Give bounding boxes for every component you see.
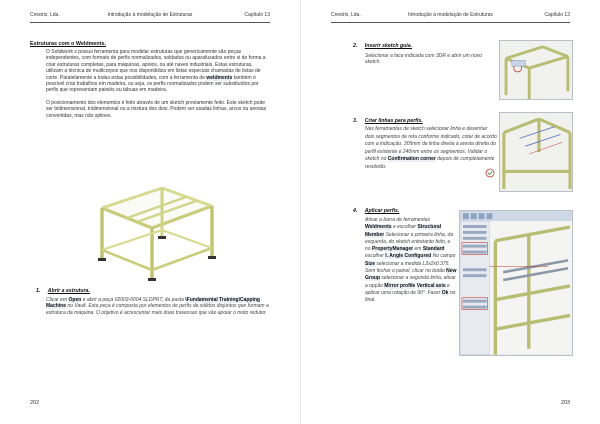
vertical-axis-keyword: Vertical axis [416,282,446,289]
ok-keyword: Ok [441,289,449,296]
intro-text-a: O Solidwork s possui ferramenta para modelar estruturas que genericamente são peças independentes, com formato de perfis normalizados, soldados ou aparafusados entre si de forma a criar estruturas completas, para máquinas, apoios, ou até naves industriais. [46,49,266,68]
right-page-number: 203 [560,400,570,406]
structure-frame-image [82,178,222,286]
step-2-number: 2. [353,43,358,49]
size-keyword: Size [365,260,376,267]
header-book-title: Introdução à modelação de Estruturas [107,12,193,18]
intro-text-b: Estas estruturas, utilizam a técnica de multicorpos que nos disponibiliza em listas especiais chamadas de listas de corte. [46,61,261,81]
step-3-body [365,126,497,172]
step-4-body [365,217,457,305]
step-2-title [353,43,412,49]
right-page [300,0,600,424]
step-4-text-e: escolher [365,253,384,260]
right-header [331,12,570,22]
standard-keyword: Standard [422,246,445,253]
intro-paragraph-1 [46,49,268,94]
header-book-title: Introdução à modelação de Estruturas [408,12,493,18]
step-4-title [353,208,399,214]
step-4-text-g: selecionar a medida L2x2x0.375. Sem fechar o painel, clicar no botão [365,260,450,275]
step-1-text-a: Clicar em [46,297,68,303]
step-1-body [46,297,272,316]
new-group-keyword: New Group [365,268,457,282]
step-4-text-d: em [414,246,422,253]
step-4-heading: Aplicar perfis. [364,208,400,214]
intro-text-c: Paralelamente a todas estas possibilidades, com a ferramenta de [59,74,205,81]
section-title: Estruturas com o Weldments. [30,41,106,47]
header-chapter: Capítulo 13 [544,12,570,18]
step-3-text-b: depois de completamente resolvido. [365,156,495,170]
step-1-heading: Abrir a estrutura. [47,288,90,294]
weldments-toolbar-keyword: Weldments [365,224,392,231]
step-4-text-i: e aplicar uma rotação de 90°. Fazer [365,282,450,296]
confirmation-corner-keyword: Confirmation corner [387,156,436,163]
sketch-lines-screenshot [499,112,573,192]
step-2-heading: Inserir sketch guia. [364,43,413,49]
structural-member-keyword: Structural Member [365,224,442,238]
step-4-text-c: Selecionar a primeira linha, da esquerda, do sketch entretanto feito, e no [365,231,454,253]
header-rule [331,22,570,23]
header-rule [30,22,270,23]
step-1-text-c: no Vault. Esta peça é composta por elementos de perfis de sólidos disjuntos que formam a estrutura da máquina. O objetivo é acrescentar mais duas travessas que vão apoiar o moto redutor. [46,303,269,316]
intro-text-d: também é possível criar trabalhos em madeira, ou seja, os perfis normalizados podem ser substituídos por perfis que representam painéis ou tábuas em madeira. [46,74,259,94]
step-4-number: 4. [353,208,358,214]
step-1-title [36,288,90,294]
mirror-profile-keyword: Mirror profile [384,282,416,289]
confirmation-corner-icon [485,168,495,178]
step-3-text-a: Nas ferramentas de sketch selecionar linha e desenhar dois segmentos de reta conforme indicado, cotar de acordo com a indicação. 305mm da linha direita à aresta direita do perfil existente e 240mm entre os segmentos. Validar o sketch no [365,126,497,163]
intro-paragraph-2: O posicionamento dos elementos é feito através de um sketch previamente feito. Este sketch pode ser bidimensional, tridimensional ou a mistura dos dois. Podem ser usadas linhas, arcos ou arestas convertidas, mas não splines. [46,99,267,119]
step-4-text-j: no final. [365,289,456,304]
step-4-text-f: No campo [432,253,456,260]
step-4-text-h: selecionar a segunda linha, ativar a opção [365,275,456,289]
property-manager-screenshot [459,210,573,356]
weldments-keyword: weldments [206,74,233,81]
header-company: Crestrix, Lda. [331,12,361,18]
step-2-body: Selecionar a face indicada com 3DR e abrir um novo sketch. [365,53,483,66]
step-3-number: 3. [353,118,358,124]
header-company: Crestrix, Lda. [30,12,60,18]
propertymanager-keyword: PropertyManager [371,246,414,253]
step-4-text-a: Ativar a barra de ferramentas [365,217,431,223]
intro-text [46,49,268,125]
open-keyword: Open [68,297,82,303]
left-page-number: 202 [30,400,40,406]
header-chapter: Capítulo 13 [244,12,270,18]
step-1-text-b: e abrir a peça 02003-0004.SLDPRT, da pasta [82,297,184,303]
step-3-title [353,118,423,124]
sketch-face-screenshot [499,40,573,100]
step-1-number: 1. [36,288,41,294]
step-4-text-b: e escolher [392,224,417,231]
angle-configured-keyword: I. Angle Configured [385,253,432,260]
left-header [30,12,270,22]
step-3-heading: Criar linhas para perfis. [364,118,423,124]
folder-path-keyword: \Fundamental Training\Capping Machine [46,297,260,310]
